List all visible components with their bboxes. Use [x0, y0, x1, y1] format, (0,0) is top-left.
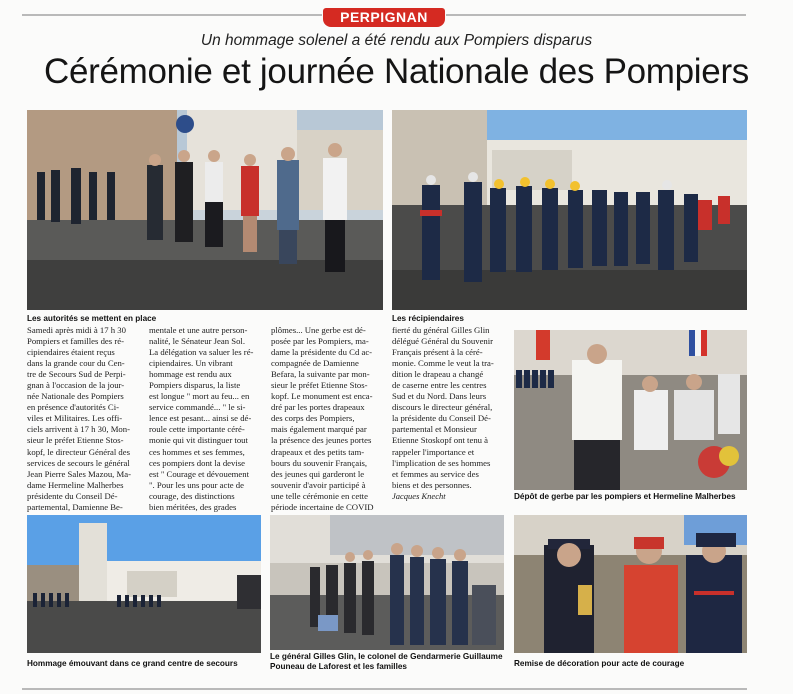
city-banner: PERPIGNAN: [323, 8, 445, 27]
article-column-3: plômes... Une gerbe est dé- posée par les Pompiers, ma- dame la présidente du Cd ac- compagnée de Damienne Befara, la suivante par mon- sieur le préfet Etienne Stos- kopf. Le monument est enca- dré par les portes drapeaux des corps des Pompiers, mais également marqué par la présence des jeunes portes drapeaux et des petits tam- bours du souvenir Français, des jeunes qui garderont le souvenir d'avoir participé à une telle cérémonie en cette période incertaine de COVID: [271, 325, 374, 512]
photo-decoration: [514, 515, 747, 653]
caption-recipients: Les récipiendaires: [392, 314, 464, 323]
caption-general-families-2: Pouneau de Laforest et les familles: [270, 662, 407, 671]
article-column-2: mentale et une autre person- nalité, le Sénateur Jean Sol. La délégation va saluer les ré- cipiendaires. Un vibrant hommage est rendu aux Pompiers disparus, la liste est longue " mort au feu... en service commandé... " le si- lence est pesant... ainsi se dé- roule cette importante céré- monie qui vit distinguer tout ces hommes et ses femmes, ces pompiers dont la devise est " Courage et dévouement ". Pour les uns pour acte de courage, des distinctions bien méritées, des grades: [149, 325, 254, 512]
photo-recipients: [392, 110, 747, 310]
top-rule-right: [446, 14, 746, 16]
caption-wreath: Dépôt de gerbe par les pompiers et Hermeline Malherbes: [514, 492, 736, 501]
article-subtitle: Un hommage solenel a été rendu aux Pompiers disparus: [200, 32, 593, 49]
article-title: Cérémonie et journée Nationale des Pompiers: [44, 52, 749, 91]
caption-general-families-1: Le général Gilles Glin, le colonel de Gendarmerie Guillaume: [270, 652, 503, 661]
caption-authorities: Les autorités se mettent en place: [27, 314, 157, 323]
bottom-rule: [22, 688, 747, 690]
caption-ceremony-wide: Hommage émouvant dans ce grand centre de secours: [27, 659, 238, 668]
article-column-4: fierté du général Gilles Glin délégué Général du Souvenir Français présent à la céré- monie. Comme le veut la tra- dition le drapeau a changé de caserne entre les centres Sud et du Nord. Dans leurs discours le directeur général, la présidente du Conseil Dé- partemental et Monsieur Etienne Stoskopf ont tenu à rappeler l'importance et l'implication de ses hommes et femmes au service des biens et des personnes.: [392, 325, 494, 490]
article-signature: Jacques Knecht: [392, 491, 446, 501]
article-column-1: Samedi après midi à 17 h 30 Pompiers et familles des ré- cipiendaires étaient reçus dans la grande cour du Cen- tre de Secours Sud de Perpi- gnan à l'occasion de la jour- née Nationale des Pompiers en présence d'autorités Ci- viles et Militaires. Les offi- ciels arrivent à 17 h 30, Mon- sieur le préfet Etienne Stos- kopf, le directeur Général des services de secours le général Jean Pierre Sales Mazou, Ma- dame Hermeline Malherbes présidente du Conseil Dé- partemental, Damienne Be-: [27, 325, 131, 512]
photo-wreath: [514, 330, 747, 490]
top-rule: [22, 14, 322, 16]
caption-decoration: Remise de décoration pour acte de courage: [514, 659, 685, 668]
photo-general-families: [270, 515, 504, 650]
photo-authorities: [27, 110, 383, 310]
photo-ceremony-wide: [27, 515, 261, 653]
